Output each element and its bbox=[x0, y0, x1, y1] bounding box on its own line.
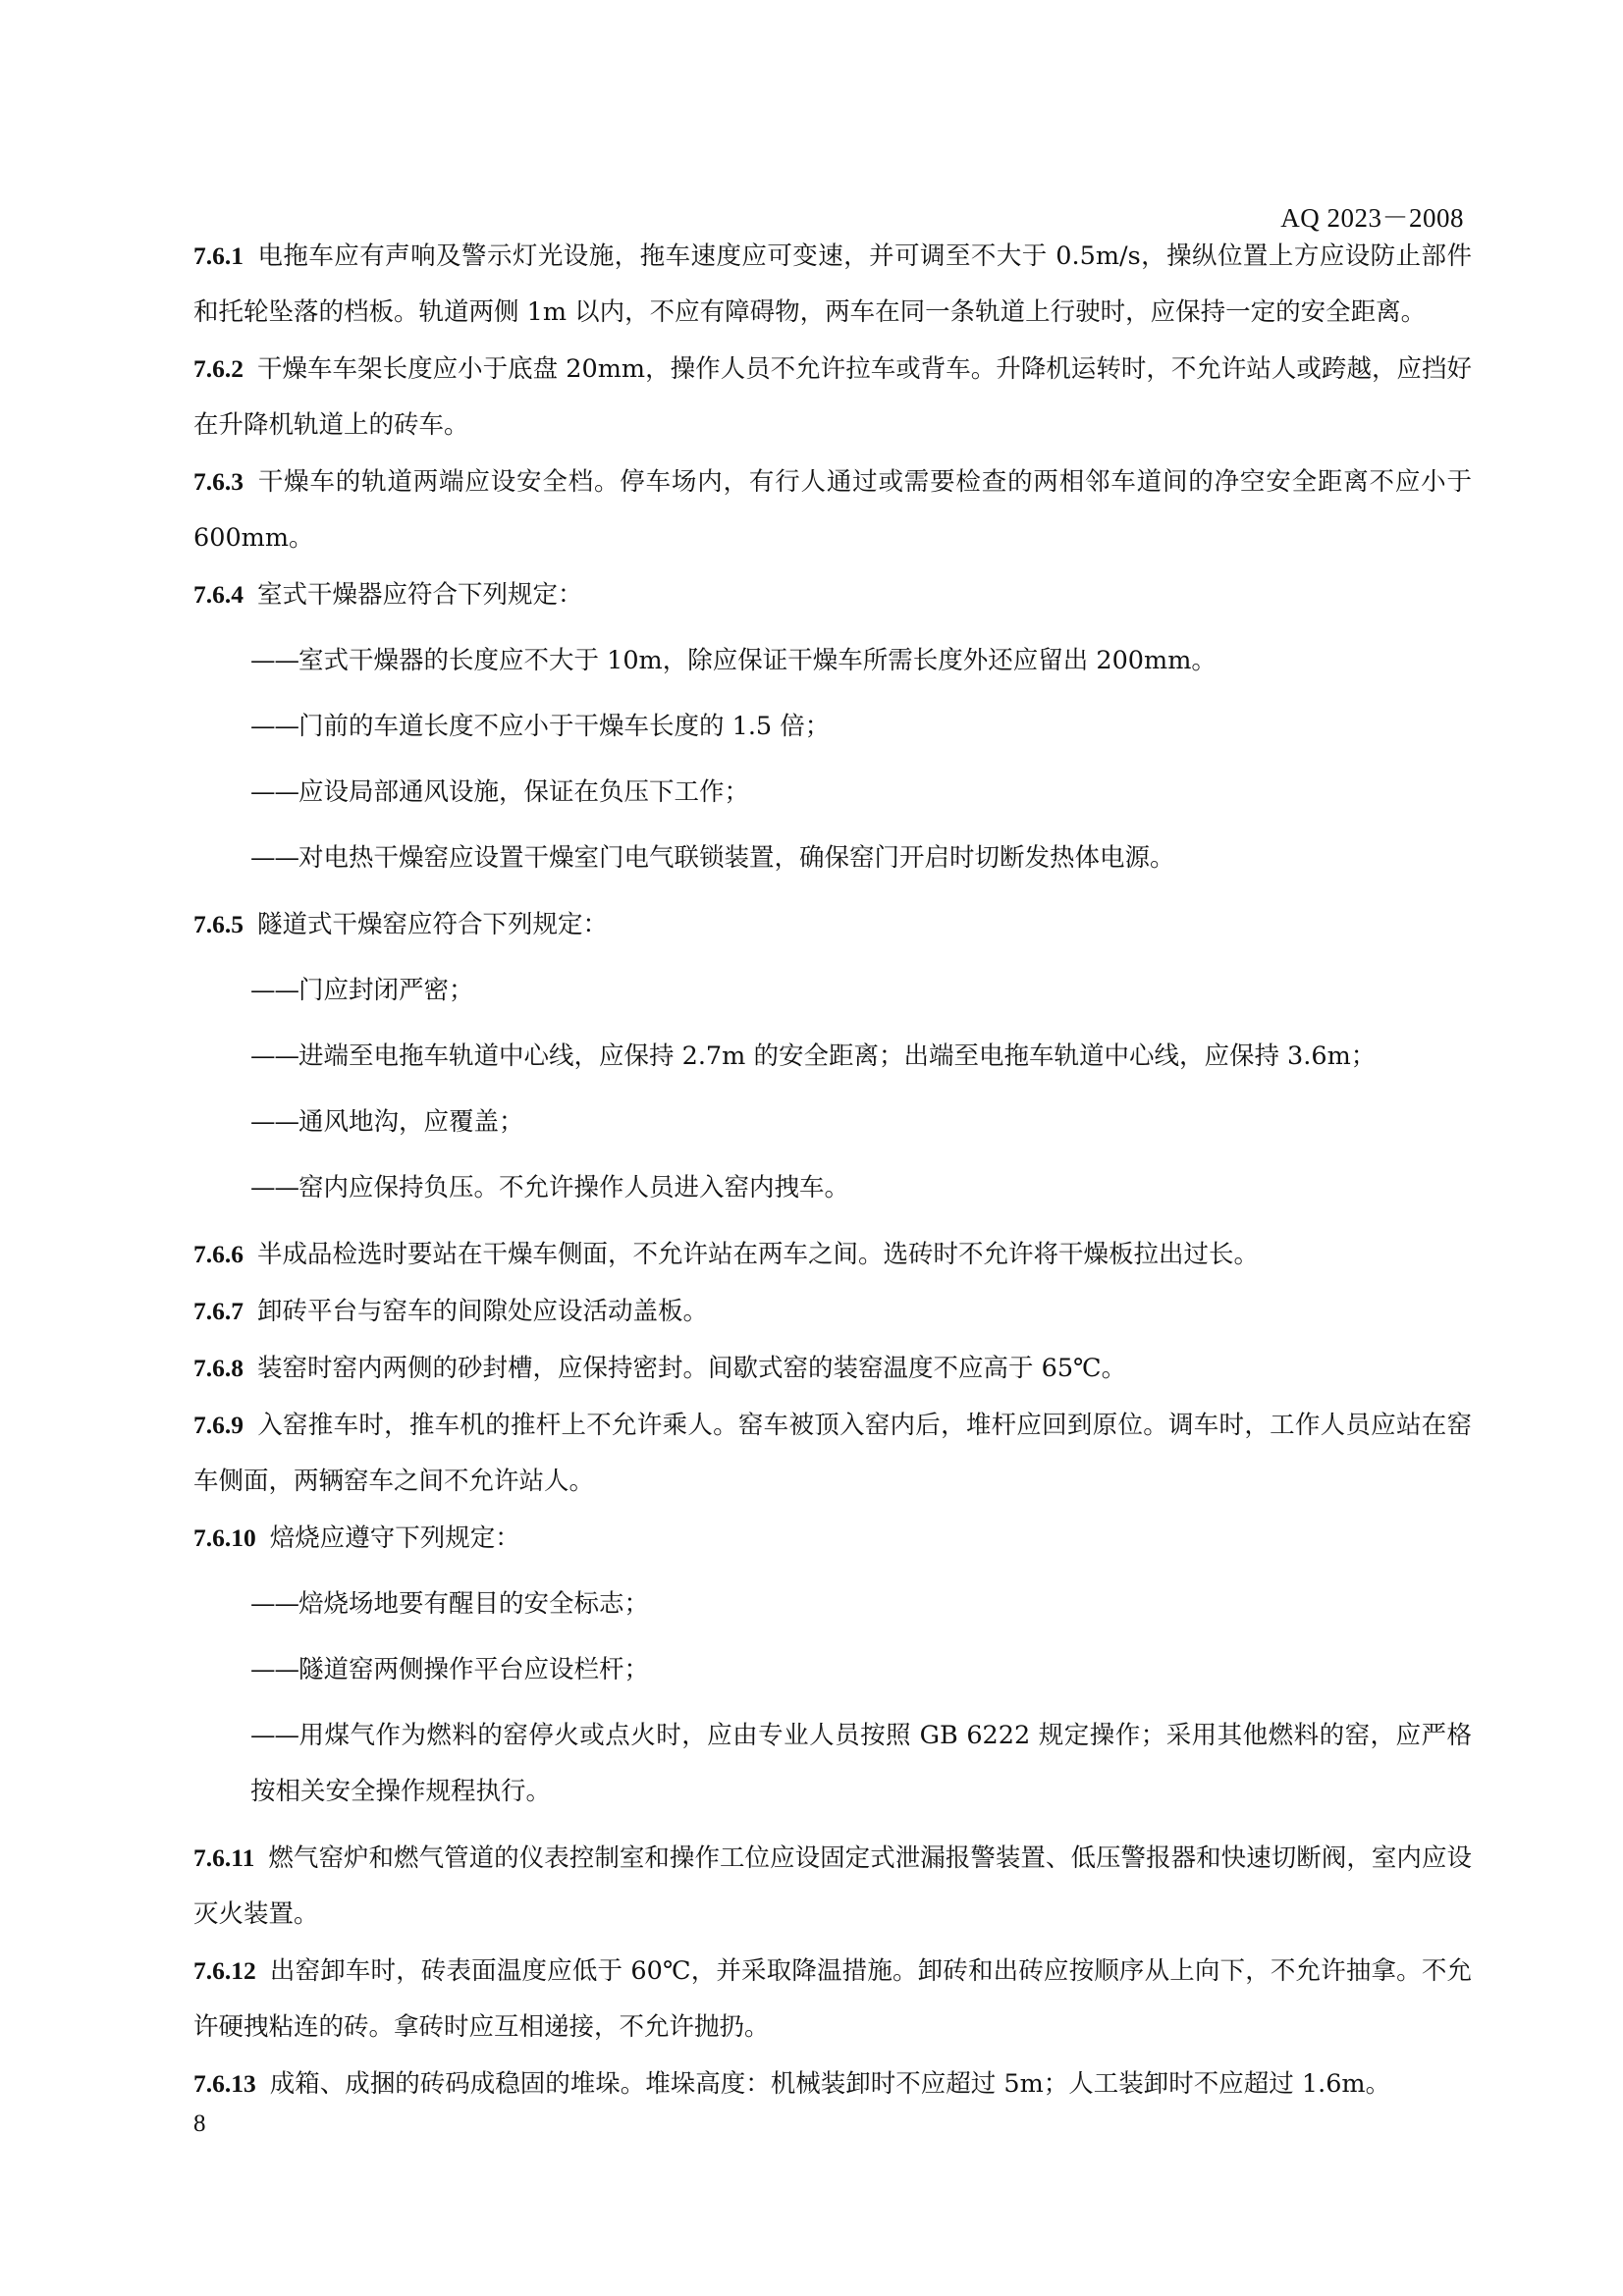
clause-number: 7.6.2 bbox=[193, 354, 243, 383]
list-item bbox=[250, 1708, 1472, 1820]
list-item-text: 室式干燥器的长度应不大于 10m，除应保证干燥车所需长度外还应留出 200mm。 bbox=[298, 646, 1217, 675]
dash-marker: —— bbox=[250, 843, 298, 873]
clause-number: 7.6.13 bbox=[193, 2069, 256, 2098]
clause-text: 焙烧应遵守下列规定： bbox=[269, 1523, 520, 1553]
clause-text: 装窑时窑内两侧的砂封槽，应保持密封。间歇式窑的装窑温度不应高于 65℃。 bbox=[257, 1354, 1127, 1383]
clause-number: 7.6.11 bbox=[193, 1843, 255, 1872]
clause-text: 干燥车车架长度应小于底盘 20mm，操作人员不允许拉车或背车。升降机运转时，不允许站人或跨越，应挡好在升降机轨道上的砖车。 bbox=[193, 354, 1472, 440]
clause-7-6-13 bbox=[193, 2056, 1472, 2112]
list-item-text: 门前的车道长度不应小于干燥车长度的 1.5 倍； bbox=[298, 712, 831, 741]
dash-marker: —— bbox=[250, 976, 298, 1005]
clause-number: 7.6.3 bbox=[193, 467, 243, 496]
list-item-text: 对电热干燥窑应设置干燥室门电气联锁装置，确保窑门开启时切断发热体电源。 bbox=[298, 843, 1175, 873]
clause-number: 7.6.8 bbox=[193, 1354, 243, 1382]
clause-text: 隧道式干燥窑应符合下列规定： bbox=[257, 910, 609, 939]
clause-text: 入窑推车时，推车机的推杆上不允许乘人。窑车被顶入窑内后，堆杆应回到原位。调车时，工作人员应站在窑车侧面，两辆窑车之间不允许站人。 bbox=[193, 1411, 1472, 1496]
clause-number: 7.6.12 bbox=[193, 1956, 256, 1985]
clause-text: 出窑卸车时，砖表面温度应低于 60℃，并采取降温措施。卸砖和出砖应按顺序从上向下，不允许抽拿。不允许硬拽粘连的砖。拿砖时应互相递接，不允许抛扔。 bbox=[193, 1956, 1472, 2042]
list-item bbox=[250, 1029, 1472, 1085]
document-code-header: AQ 2023－2008 bbox=[1280, 203, 1464, 233]
list-item-text: 用煤气作为燃料的窑停火或点火时，应由专业人员按照 GB 6222 规定操作；采用其他燃料的窑，应严格按相关安全操作规程执行。 bbox=[250, 1721, 1472, 1806]
dash-marker: —— bbox=[250, 777, 298, 807]
dash-marker: —— bbox=[250, 1107, 298, 1137]
clause-text: 室式干燥器应符合下列规定： bbox=[257, 580, 583, 610]
list-item bbox=[250, 1576, 1472, 1632]
clause-7-6-8 bbox=[193, 1340, 1472, 1397]
clause-number: 7.6.4 bbox=[193, 580, 243, 609]
clause-7-6-6 bbox=[193, 1226, 1472, 1283]
clause-text: 电拖车应有声响及警示灯光设施，拖车速度应可变速，并可调至不大于 0.5m/s，操纵位置上方应设防止部件和托轮坠落的档板。轨道两侧 1m 以内，不应有障碍物，两车在同一条轨道上行驶时，应保持一定的安全距离。 bbox=[193, 241, 1472, 327]
clause-7-6-5 bbox=[193, 896, 1472, 953]
dash-marker: —— bbox=[250, 712, 298, 741]
dash-marker: —— bbox=[250, 1589, 298, 1619]
page-number: 8 bbox=[193, 2110, 206, 2137]
clause-number: 7.6.9 bbox=[193, 1411, 243, 1439]
list-item bbox=[250, 1160, 1472, 1216]
list-item-text: 通风地沟，应覆盖； bbox=[298, 1107, 524, 1137]
list-item-text: 窑内应保持负压。不允许操作人员进入窑内拽车。 bbox=[298, 1173, 850, 1202]
document-body bbox=[193, 228, 1472, 2112]
clause-number: 7.6.6 bbox=[193, 1240, 243, 1268]
dash-marker: —— bbox=[250, 1173, 298, 1202]
clause-7-6-3 bbox=[193, 454, 1472, 566]
list-item bbox=[250, 699, 1472, 755]
clause-number: 7.6.10 bbox=[193, 1523, 256, 1552]
clause-text: 成箱、成捆的砖码成稳固的堆垛。堆垛高度：机械装卸时不应超过 5m；人工装卸时不应超过 1.6m。 bbox=[269, 2069, 1391, 2099]
clause-7-6-10 bbox=[193, 1510, 1472, 1567]
clause-text: 卸砖平台与窑车的间隙处应设活动盖板。 bbox=[257, 1297, 709, 1326]
clause-text: 半成品检选时要站在干燥车侧面，不允许站在两车之间。选砖时不允许将干燥板拉出过长。 bbox=[257, 1240, 1260, 1269]
clause-text: 干燥车的轨道两端应设安全档。停车场内，有行人通过或需要检查的两相邻车道间的净空安全距离不应小于 600mm。 bbox=[193, 467, 1472, 553]
clause-number: 7.6.1 bbox=[193, 241, 243, 270]
dash-marker: —— bbox=[250, 1041, 298, 1071]
clause-number: 7.6.7 bbox=[193, 1297, 243, 1325]
clause-7-6-12 bbox=[193, 1943, 1472, 2056]
dash-marker: —— bbox=[250, 646, 298, 675]
clause-7-6-11 bbox=[193, 1830, 1472, 1943]
clause-7-6-1 bbox=[193, 228, 1472, 341]
list-item-text: 隧道窑两侧操作平台应设栏杆； bbox=[298, 1655, 650, 1684]
clause-text: 燃气窑炉和燃气管道的仪表控制室和操作工位应设固定式泄漏报警装置、低压警报器和快速切断阀，室内应设灭火装置。 bbox=[193, 1843, 1472, 1929]
clause-7-6-9 bbox=[193, 1397, 1472, 1510]
dash-marker: —— bbox=[250, 1721, 298, 1750]
list-item bbox=[250, 963, 1472, 1019]
list-item bbox=[250, 633, 1472, 689]
clause-7-6-7 bbox=[193, 1283, 1472, 1340]
clause-number: 7.6.5 bbox=[193, 910, 243, 938]
list-item-text: 应设局部通风设施，保证在负压下工作； bbox=[298, 777, 750, 807]
list-item bbox=[250, 1095, 1472, 1150]
dash-marker: —— bbox=[250, 1655, 298, 1684]
list-item bbox=[250, 765, 1472, 821]
clause-7-6-2 bbox=[193, 341, 1472, 454]
list-item bbox=[250, 830, 1472, 886]
list-item bbox=[250, 1642, 1472, 1698]
list-item-text: 进端至电拖车轨道中心线，应保持 2.7m 的安全距离；出端至电拖车轨道中心线，应保持 3.6m； bbox=[298, 1041, 1377, 1071]
clause-7-6-4 bbox=[193, 566, 1472, 623]
list-item-text: 焙烧场地要有醒目的安全标志； bbox=[298, 1589, 650, 1619]
list-item-text: 门应封闭严密； bbox=[298, 976, 474, 1005]
